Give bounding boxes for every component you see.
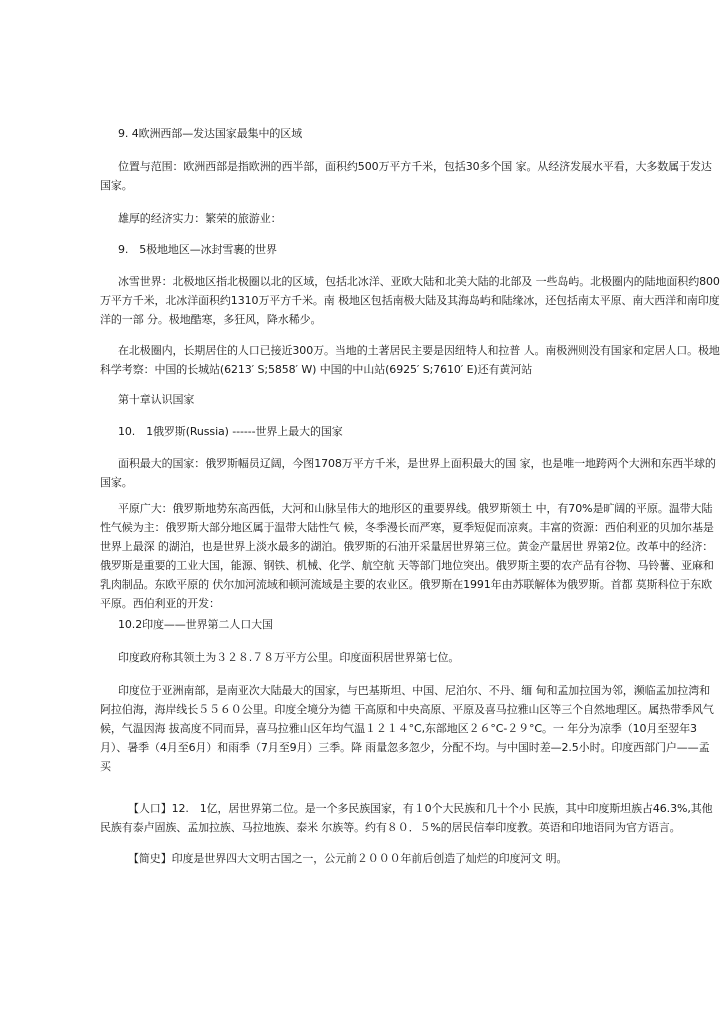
paragraph-india-population: 【人口】12. 1亿，居世界第二位。是一个多民族国家，有１0个大民族和几十个小 民族，其中印度斯坦族占46.3%,其他民族有泰卢固族、孟加拉族、马拉地族、泰米 尔族等。约有８０．５%的居民信奉印度教。英语和印地语同为官方语言。 [100,802,713,834]
section-heading-polar-regions: 9. 5极地地区—冰封雪裹的世界 [118,243,277,256]
paragraph-india-history: 【简史】印度是世界四大文明古国之一，公元前２０００年前后创造了灿烂的印度河文 明。 [128,852,568,865]
paragraph-russia-geography: 平原广大：俄罗斯地势东高西低，大河和山脉呈伟大的地形区的重要界线。俄罗斯领土 中，有70%是旷阔的平原。温带大陆性气候为主：俄罗斯大部分地区属于温带大陆性气 候，冬季漫长而严寒，夏季短促而凉爽。丰富的资源：西伯利亚的贝加尔基是世界上最深 的湖泊，也是世界上淡水最多的湖泊。俄罗斯的石油开采量居世界第三位。黄金产量居世 界第2位。改革中的经济：俄罗斯是重要的工业大国，能源、钢铁、机械、化学、航空航 天等部门地位突出。俄罗斯主要的农产品有谷物、马铃薯、亚麻和乳肉制品。东欧平原的 伏尔加河流域和顿河流域是主要的农业区。俄罗斯在1991年由苏联解体为俄罗斯。首都 莫斯科位于东欧平原。西伯利亚的开发： [100,502,714,610]
chapter-heading-knowing-countries: 第十章认识国家 [118,393,195,406]
section-heading-india: 10.2印度——世界第二人口大国 [118,618,273,631]
paragraph-india-area: 印度政府称其领土为３２８.７８万平方公里。印度面积居世界第七位。 [118,651,460,664]
paragraph-arctic-population: 在北极圈内，长期居住的人口已接近300万。当地的土著居民主要是因纽特人和拉普 人。南极洲则没有国家和定居人口。极地科学考察：中国的长城站(6213′ S;5858′ W) 中国的中山站(6925′ S;7610′ E)还有黄河站 [100,344,720,376]
paragraph-ice-world: 冰雪世界：北极地区指北极圈以北的区域，包括北冰洋、亚欧大陆和北美大陆的北部及 一些岛屿。北极圈内的陆地面积约800万平方千米，北冰洋面积约1310万平方千米。南 极地区包括南极大陆及其海岛屿和陆缘冰，还包括南太平原、南大西洋和南印度洋的一部 分。极地酷寒，多狂风，降水稀少。 [100,275,720,326]
paragraph-location-range: 位置与范围：欧洲西部是指欧洲的西半部，面积约500万平方千米，包括30多个国 家。从经济发展水平看，大多数属于发达国家。 [100,160,712,192]
section-heading-western-europe: 9. 4欧洲西部—发达国家最集中的区域 [118,127,303,140]
section-heading-russia: 10. 1俄罗斯(Russia) ------世界上最大的国家 [118,425,343,438]
paragraph-india-location: 印度位于亚洲南部，是南亚次大陆最大的国家，与巴基斯坦、中国、尼泊尔、不丹、缅 甸和孟加拉国为邻，濒临孟加拉湾和阿拉伯海，海岸线长５５６０公里。印度全境分为德 干高原和中央高原、平原及喜马拉雅山区等三个自然地理区。属热带季风气候，气温因海 拔高度不同而异，喜马拉雅山区年均气温１２１４°C,东部地区２６°C-２９°C。一 年分为凉季（10月至翌年3月）、暑季（4月至6月）和雨季（7月至9月）三季。降 雨量忽多忽少，分配不均。与中国时差—2.5小时。印度西部门户——孟买 [100,684,714,773]
paragraph-economic-strength: 雄厚的经济实力：繁荣的旅游业： [118,212,282,225]
paragraph-largest-country: 面积最大的国家：俄罗斯幅员辽阔，今图1708万平方千米，是世界上面积最大的国 家，也是唯一地跨两个大洲和东西半球的国家。 [100,457,716,489]
